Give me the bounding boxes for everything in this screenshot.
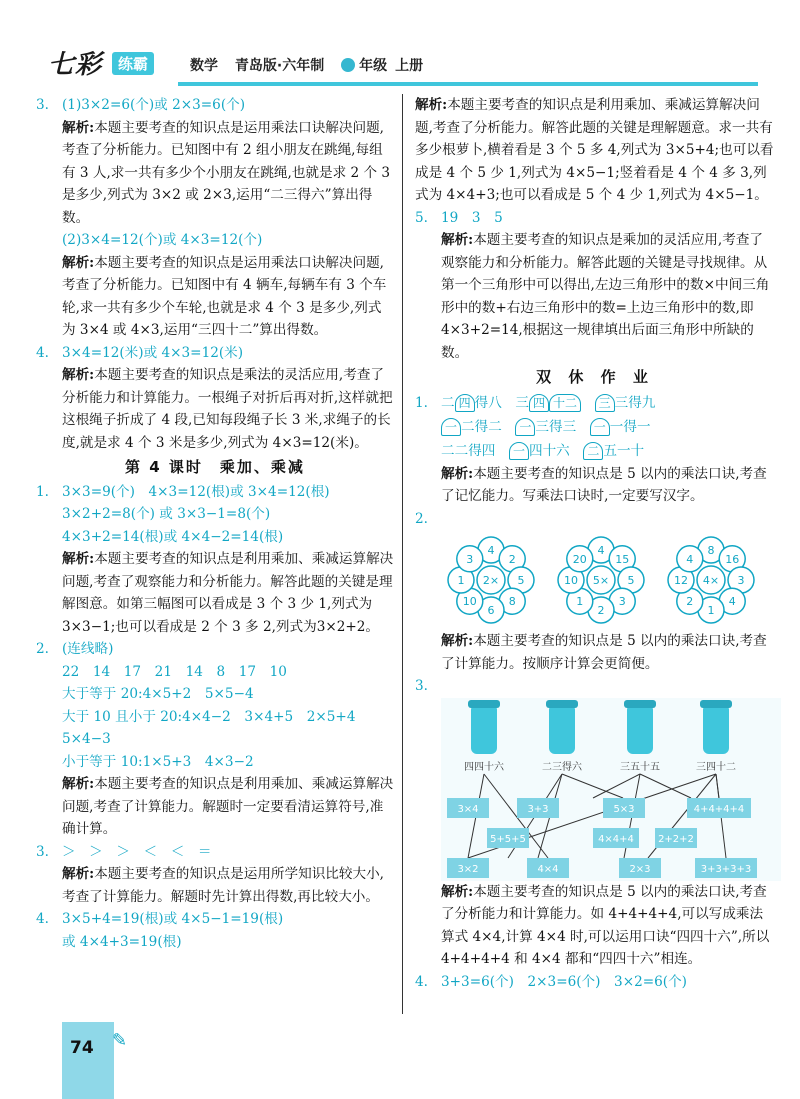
mailbox xyxy=(627,704,653,754)
petal-number: 12 xyxy=(674,574,688,587)
flower xyxy=(448,537,534,623)
mailbox-top xyxy=(468,700,500,708)
s3-explanation: 解析:本题主要考查的知识点是运用所学知识比较大小,考查了计算能力。解题时先计算出得数,再比较大小。 xyxy=(62,866,385,905)
page-number-tab xyxy=(62,1022,114,1099)
mailbox xyxy=(471,704,497,754)
right-column xyxy=(415,94,775,993)
card-label: 4×4+4 xyxy=(598,833,634,845)
flower-center-label: 5× xyxy=(592,574,610,587)
petal-number: 2 xyxy=(508,552,516,566)
petal-number: 3 xyxy=(618,595,626,609)
grade: 年级 xyxy=(359,58,388,74)
matching-diagram xyxy=(441,698,781,881)
h1-row-2: 一 二得二 一 三得三 一 一得一 xyxy=(415,415,775,439)
s1-line-1: 1. 3×3=9(个) 4×3=12(根)或 3×4=12(根) xyxy=(36,483,330,500)
h3-explanation: 解析:本题主要考查的知识点是 5 以内的乘法口诀,考查了分析能力和计算能力。如 4+4+4+4,可以写成乘法算式 4×4,计算 4×4 时,可以运用口诀“四四十六”,所以 4+4+4+4 和 4×4 都和“四四十六”相连。 xyxy=(441,883,770,967)
petal-number: 4 xyxy=(597,544,605,557)
petal-number: 1 xyxy=(576,595,584,609)
petal-number: 5 xyxy=(627,574,635,587)
petal-number: 4 xyxy=(728,595,736,609)
card-label: 3+3+3+3 xyxy=(700,863,752,875)
mailbox-top xyxy=(700,700,732,708)
petal-number: 3 xyxy=(466,552,474,566)
edition: 青岛版·六年制 xyxy=(234,58,325,74)
q5-explanation: 解析:本题主要考查的知识点是乘加的灵活应用,考查了观察能力和分析能力。解答此题的关键是寻找规律。从第一个三角形中可以得出,左边三角形中的数×中间三角形中的数+右边三角形中的数=上边三角形中的数,即 4×3+2=14,根据这一规律填出后面三角形中所缺的数。 xyxy=(441,232,770,361)
subject-line xyxy=(190,55,435,75)
flower xyxy=(668,537,754,623)
flower xyxy=(558,537,644,623)
top-explanation: 解析:本题主要考查的知识点是利用乘加、乘减运算解决问题,考查了分析能力。解答此题的关键是理解题意。求一共有多少根萝卜,横着看是 3 个 5 多 4,列式为 3×5+4;也可以看成是 4 个 5 少 1,列式为 4×5−1;竖着看是 4 个 4 多 3,列式为 4×4+3;也可以看成是 5 个 4 少 1,列式为 4×5−1。 xyxy=(415,97,774,203)
page-header xyxy=(0,0,800,92)
weekend-title: 双 休 作 业 xyxy=(536,368,654,386)
petal-number: 8 xyxy=(707,544,715,557)
h2-label: 2. xyxy=(415,510,428,527)
s1-line-2: 3×2+2=8(个) 或 3×3−1=8(个) xyxy=(62,506,271,522)
petal-number: 4 xyxy=(487,544,495,557)
flowers-svg xyxy=(441,530,771,630)
s2-line-3: 大于等于 20:4×5+2 5×5−4 xyxy=(62,686,254,702)
petal-number: 10 xyxy=(564,574,578,587)
petal-number: 2 xyxy=(597,604,605,617)
mailbox xyxy=(549,704,575,754)
card-label: 2×3 xyxy=(629,863,651,875)
s2-explanation: 解析:本题主要考查的知识点是利用乘加、乘减运算解决问题,考查了计算能力。解题时一定要看清运算符号,准确计算。 xyxy=(62,776,394,837)
petal-number: 2 xyxy=(686,595,694,609)
q4-answer: 4. 3×4=12(米)或 4×3=12(米) xyxy=(36,344,244,361)
column-divider xyxy=(402,94,403,1014)
q5-answer: 5. 19 3 5 xyxy=(415,209,503,226)
brand-logo: 七彩 xyxy=(48,50,103,80)
h3-label: 3. xyxy=(415,678,428,694)
mailbox-top xyxy=(624,700,656,708)
s2-line-4: 大于 10 且小于 20:4×4−2 3×4+5 2×5+4 xyxy=(62,708,356,725)
petal-number: 3 xyxy=(737,574,745,587)
card-label: 3×2 xyxy=(457,863,479,875)
left-column xyxy=(36,94,394,953)
flower-diagrams xyxy=(441,530,775,630)
h1-explanation: 解析:本题主要考查的知识点是 5 以内的乘法口诀,考查了记忆能力。写乘法口诀时,一定要写汉字。 xyxy=(441,465,767,504)
h2-explanation: 解析:本题主要考查的知识点是 5 以内的乘法口诀,考查了计算能力。按顺序计算会更简便。 xyxy=(441,633,767,672)
petal-number: 15 xyxy=(615,552,630,566)
s1-line-3: 4×3+2=14(根)或 4×4−2=14(根) xyxy=(62,528,284,545)
q3-1-answer: 3. (1)3×2=6(个)或 2×3=6(个) xyxy=(36,97,246,113)
subject: 数学 xyxy=(190,58,218,74)
h4-answer: 4. 3+3=6(个) 2×3=6(个) 3×2=6(个) xyxy=(415,973,687,990)
card-label: 3×4 xyxy=(457,803,479,815)
h1-row-1: 1. 二 四 得八 三 四 十二 三 三得九 xyxy=(415,394,656,411)
q3-1-explanation: 解析:本题主要考查的知识点是运用乘法口诀解决问题,考查了分析能力。已知图中有 2 组小朋友在跳绳,每组有 3 人,求一共有多少个小朋友在跳绳,也就是求 2 个 3 是多少,列式为 3×2 或 2×3,运用“二三得六”算出得数。 xyxy=(62,119,391,226)
s2-line-6: 小于等于 10:1×5+3 4×3−2 xyxy=(62,753,254,770)
mailbox-label: 三四十二 xyxy=(696,761,736,773)
mailbox-label: 二三得六 xyxy=(542,761,582,773)
header-rule xyxy=(178,82,758,86)
s4-line-1: 4. 3×5+4=19(根)或 4×5−1=19(根) xyxy=(36,911,284,927)
card-label: 2+2+2 xyxy=(658,833,694,845)
brand-tag: 练霸 xyxy=(112,52,154,75)
mailbox-label: 三五十五 xyxy=(620,761,660,773)
s1-explanation: 解析:本题主要考查的知识点是利用乘加、乘减运算解决问题,考查了观察能力和分析能力。解答此题的关键是理解图意。如第三幅图可以看成是 3 个 3 少 1,列式为3×3−1;也可以看成是 2 个 3 多 2,列式为3×2+2。 xyxy=(62,551,394,635)
pencil-icon: ✎ xyxy=(112,1030,128,1051)
q3-2-answer: (2)3×4=12(个)或 4×3=12(个) xyxy=(62,232,263,248)
card-label: 4×4 xyxy=(537,863,559,875)
petal-number: 5 xyxy=(517,574,525,587)
volume: 上册 xyxy=(395,58,424,74)
petal-number: 4 xyxy=(686,552,694,566)
card-label: 5×3 xyxy=(613,803,635,815)
card-label: 5+5+5 xyxy=(490,833,526,845)
s2-line-2: 22 14 17 21 14 8 17 10 xyxy=(62,663,287,680)
q3-2-explanation: 解析:本题主要考查的知识点是运用乘法口诀解决问题,考查了分析能力。已知图中有 4 辆车,每辆车有 3 个车轮,求一共有多少个车轮,也就是求 4 个 3 是多少,列式为 3×4 或 4×3,运用“三四十二”算出得数。 xyxy=(62,254,387,338)
card-label: 3+3 xyxy=(527,803,549,815)
mailbox-label: 四四十六 xyxy=(464,761,504,773)
s2-line-5: 5×4−3 xyxy=(62,731,111,747)
page-number: 74 xyxy=(70,1038,94,1058)
section-title: 第 4 课时 乘加、乘减 xyxy=(125,458,305,476)
q4-explanation: 解析:本题主要考查的知识点是乘法的灵活应用,考查了分析能力和计算能力。一根绳子对折后再对折,这样就把这根绳子折成了 4 段,已知每段绳子长 3 米,求绳子的长度,就是求 4 个 3 米是多少,列式为 4×3=12(米)。 xyxy=(62,367,393,451)
h1-row-3: 二二得四 一 四十六 二 五一十 xyxy=(441,442,645,459)
mailbox xyxy=(703,704,729,754)
petal-number: 6 xyxy=(487,604,495,617)
petal-number: 1 xyxy=(707,604,715,617)
s4-line-2: 或 4×4+3=19(根) xyxy=(62,933,182,950)
matching-svg xyxy=(441,698,781,881)
s3-answer: 3. ＞ ＞ ＞ ＜ ＜ ＝ xyxy=(36,843,212,860)
petal-number: 1 xyxy=(457,574,465,587)
mailbox-top xyxy=(546,700,578,708)
s2-line-1: 2. (连线略) xyxy=(36,641,114,657)
flower-center-label: 2× xyxy=(482,574,500,587)
grade-badge xyxy=(341,58,355,72)
petal-number: 16 xyxy=(725,552,740,566)
petal-number: 8 xyxy=(508,595,516,609)
card-label: 4+4+4+4 xyxy=(693,803,745,815)
flower-center-label: 4× xyxy=(702,574,720,587)
petal-number: 20 xyxy=(572,552,587,566)
petal-number: 10 xyxy=(462,595,477,609)
